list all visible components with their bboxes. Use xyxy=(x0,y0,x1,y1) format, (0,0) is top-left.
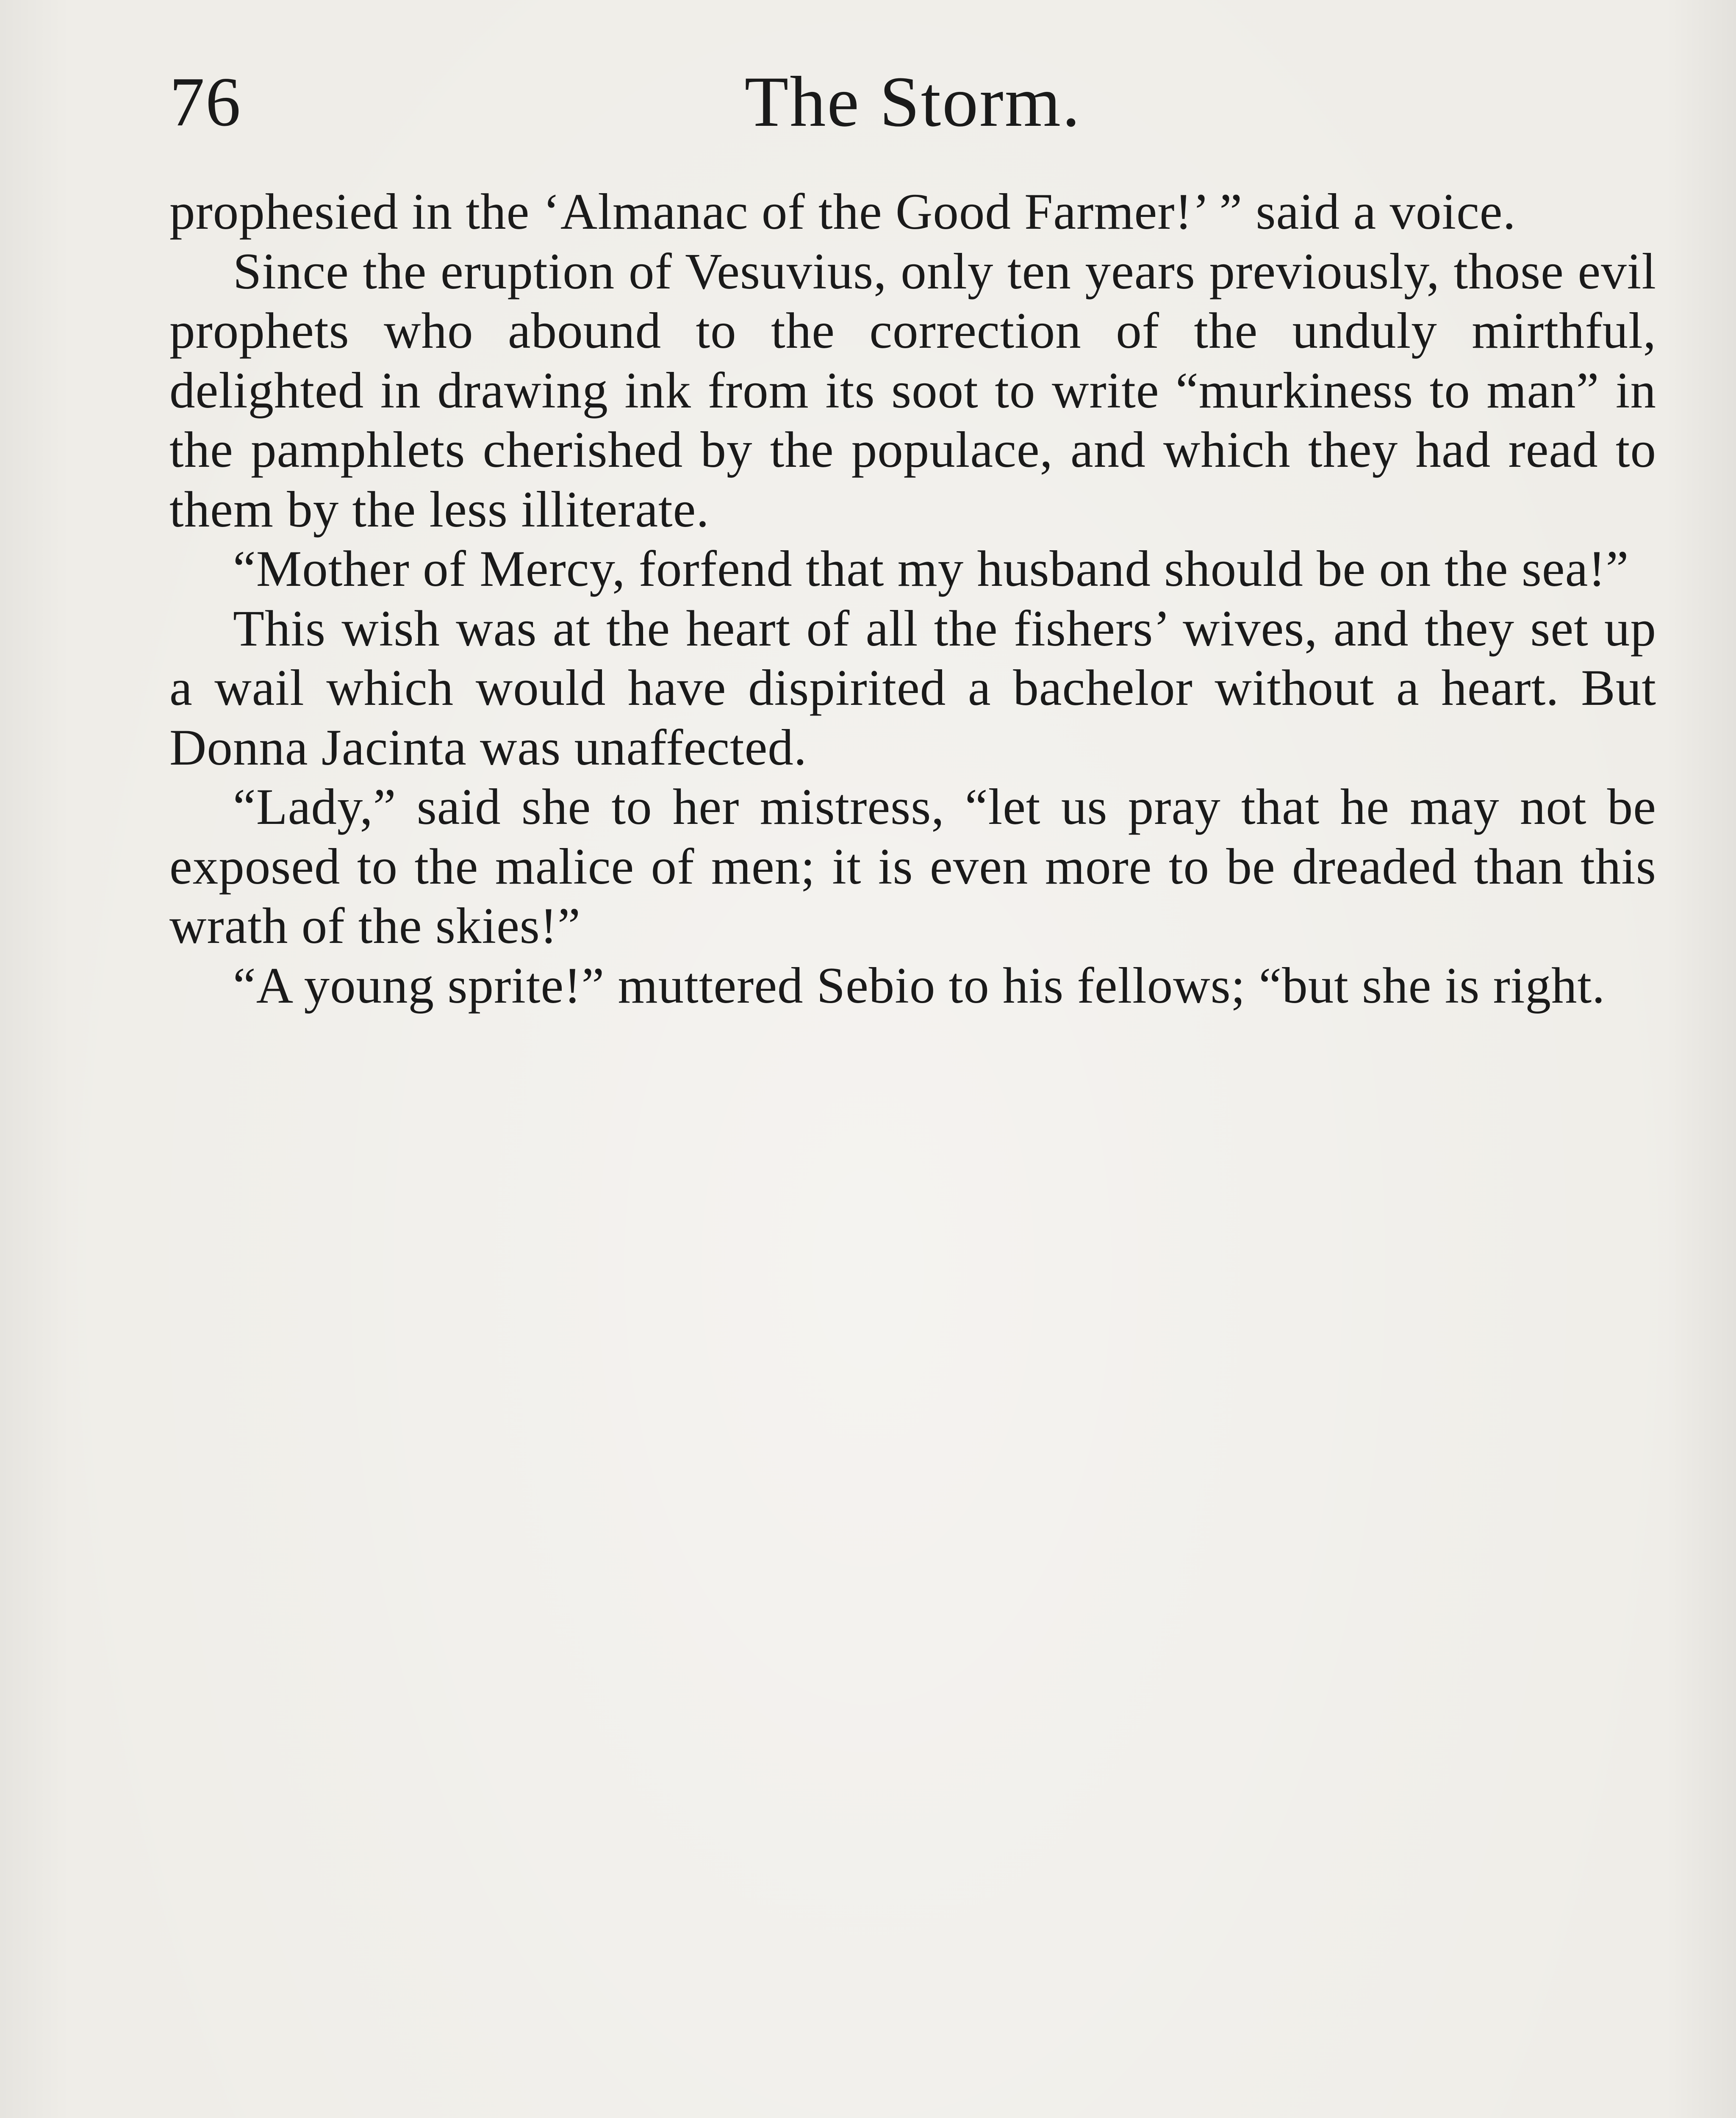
paragraph: “Mother of Mercy, forfend that my husband should be on the sea!” xyxy=(233,541,1629,597)
body-text xyxy=(169,182,1656,1015)
page-header xyxy=(169,59,1656,144)
paragraph: Since the eruption of Vesuvius, only ten years previously, those evil prophets who abound to the correction of the unduly mirthful, delighted in drawing ink from its soot to write “murkiness to man” in the pamphlets cherished by the populace, and which they had read to them by the less illiterate. xyxy=(169,243,1656,538)
paragraph: prophesied in the ‘Almanac of the Good Farmer!’ ” said a voice. xyxy=(169,183,1516,240)
paragraph: This wish was at the heart of all the fishers’ wives, and they set up a wail which would have dispirited a bachelor without a heart. But Donna Jacinta was unaffected. xyxy=(169,600,1656,776)
paragraph: “Lady,” said she to her mistress, “let us pray that he may not be exposed to the malice of men; it is even more to be dreaded than this wrath of the skies!” xyxy=(169,779,1656,954)
running-title: The Storm. xyxy=(744,62,1082,141)
page-number: 76 xyxy=(169,63,241,141)
paragraph: “A young sprite!” muttered Sebio to his fellows; “but she is right. xyxy=(233,957,1606,1014)
